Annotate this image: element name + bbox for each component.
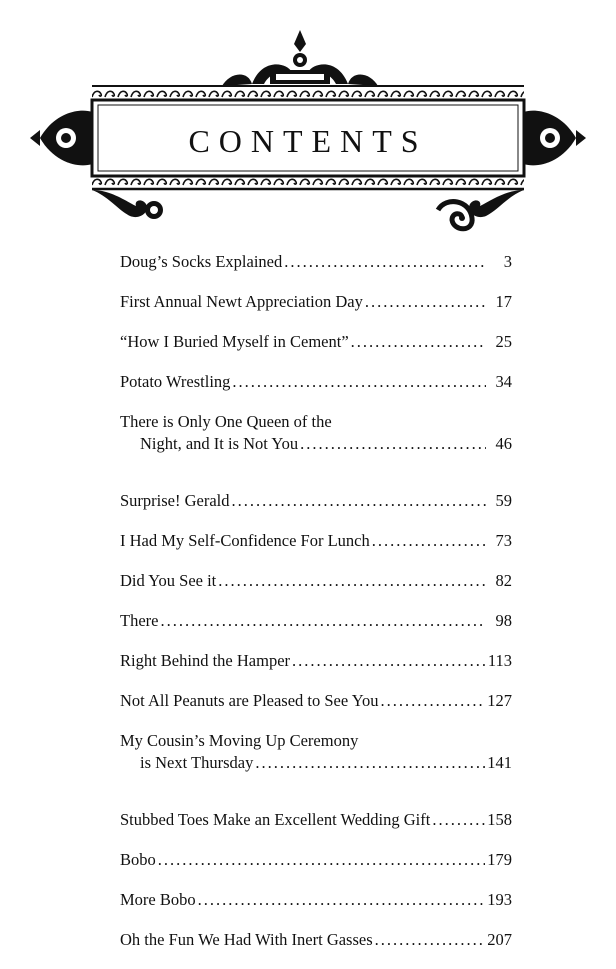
toc-entry[interactable] <box>120 650 512 690</box>
toc-entry-title: Not All Peanuts are Pleased to See You <box>120 691 379 710</box>
toc-entry-page-number: 179 <box>487 850 512 869</box>
toc-entry-title: My Cousin’s Moving Up Ceremony <box>120 731 359 750</box>
toc-entry-page-number: 127 <box>487 691 512 710</box>
contents-title: CONTENTS <box>188 123 428 159</box>
toc-entry[interactable] <box>120 889 512 929</box>
dot-leader <box>218 570 486 592</box>
toc-entry-title: Bobo <box>120 850 156 869</box>
toc-entry-page-number: 158 <box>487 810 512 829</box>
dot-leader <box>351 331 486 353</box>
toc-entry-page-number: 25 <box>495 332 512 351</box>
table-of-contents <box>120 251 512 969</box>
toc-entry[interactable] <box>120 490 512 530</box>
toc-entry-title: Night, and It is Not You <box>140 434 299 453</box>
dot-leader <box>284 251 486 273</box>
toc-entry-line <box>120 433 512 455</box>
toc-entry[interactable] <box>120 730 512 809</box>
toc-entry-title: Stubbed Toes Make an Excellent Wedding Gift <box>120 810 431 829</box>
toc-entry-title: There <box>120 611 159 630</box>
dot-leader <box>232 371 486 393</box>
dot-leader <box>292 650 486 672</box>
toc-entry[interactable] <box>120 331 512 371</box>
toc-entry-page-number: 73 <box>495 531 512 550</box>
dot-leader <box>372 530 486 552</box>
dot-leader <box>198 889 486 911</box>
toc-entry-page-number: 141 <box>487 753 512 772</box>
toc-entry-page-number: 17 <box>495 292 512 311</box>
toc-entry-title: Right Behind the Hamper <box>120 651 291 670</box>
toc-entry-page-number: 3 <box>503 252 512 271</box>
dot-leader <box>380 690 485 712</box>
toc-entry-page-number: 193 <box>487 890 512 909</box>
toc-entry-title: “How I Buried Myself in Cement” <box>120 332 349 351</box>
dot-leader <box>432 809 485 831</box>
toc-entry-page-number: 59 <box>495 491 512 510</box>
toc-entry-title: Oh the Fun We Had With Inert Gasses <box>120 930 373 949</box>
crown-ornament <box>222 30 378 86</box>
toc-entry-line <box>120 650 512 672</box>
toc-entry-page-number: 82 <box>495 571 512 590</box>
top-scallop-border <box>92 86 524 100</box>
toc-entry-page-number: 207 <box>487 930 512 949</box>
toc-entry-title: Did You See it <box>120 571 217 590</box>
toc-entry-page-number: 46 <box>495 434 512 453</box>
toc-entry-line <box>120 411 512 433</box>
toc-entry-line <box>120 291 512 313</box>
toc-entry-line <box>120 690 512 712</box>
dot-leader <box>255 752 485 774</box>
toc-entry-line <box>120 610 512 632</box>
toc-entry[interactable] <box>120 610 512 650</box>
toc-entry[interactable] <box>120 251 512 291</box>
toc-entry[interactable] <box>120 849 512 889</box>
contents-header-ornament <box>0 0 616 240</box>
toc-entry-line <box>120 251 512 273</box>
dot-leader <box>232 490 486 512</box>
toc-entry-title: is Next Thursday <box>140 753 254 772</box>
toc-entry-line <box>120 570 512 592</box>
toc-entry[interactable] <box>120 570 512 610</box>
toc-entry-page-number: 113 <box>487 651 512 670</box>
toc-entry-line <box>120 490 512 512</box>
toc-entry[interactable] <box>120 690 512 730</box>
toc-entry-line <box>120 371 512 393</box>
toc-entry-page-number: 98 <box>495 611 512 630</box>
toc-entry[interactable] <box>120 809 512 849</box>
dot-leader <box>160 610 486 632</box>
dot-leader <box>365 291 486 313</box>
toc-entry[interactable] <box>120 291 512 331</box>
toc-entry-title: More Bobo <box>120 890 196 909</box>
bottom-scallop-border <box>92 176 524 189</box>
toc-entry[interactable] <box>120 929 512 969</box>
toc-entry-title: First Annual Newt Appreciation Day <box>120 292 363 311</box>
dot-leader <box>300 433 486 455</box>
toc-entry[interactable] <box>120 530 512 570</box>
toc-entry-line <box>120 809 512 831</box>
toc-entry-title: There is Only One Queen of the <box>120 412 332 431</box>
toc-entry-title: Potato Wrestling <box>120 372 231 391</box>
toc-entry[interactable] <box>120 411 512 490</box>
toc-entry-line <box>120 849 512 871</box>
toc-entry-title: Surprise! Gerald <box>120 491 230 510</box>
dot-leader <box>375 929 486 951</box>
toc-entry[interactable] <box>120 371 512 411</box>
toc-entry-title: Doug’s Socks Explained <box>120 252 283 271</box>
dot-leader <box>158 849 485 871</box>
toc-entry-line <box>120 530 512 552</box>
toc-entry-line <box>120 889 512 911</box>
toc-entry-line <box>120 331 512 353</box>
toc-entry-line <box>120 929 512 951</box>
toc-entry-line <box>120 752 512 774</box>
toc-entry-title: I Had My Self-Confidence For Lunch <box>120 531 370 550</box>
toc-entry-line <box>120 730 512 752</box>
toc-entry-page-number: 34 <box>495 372 512 391</box>
